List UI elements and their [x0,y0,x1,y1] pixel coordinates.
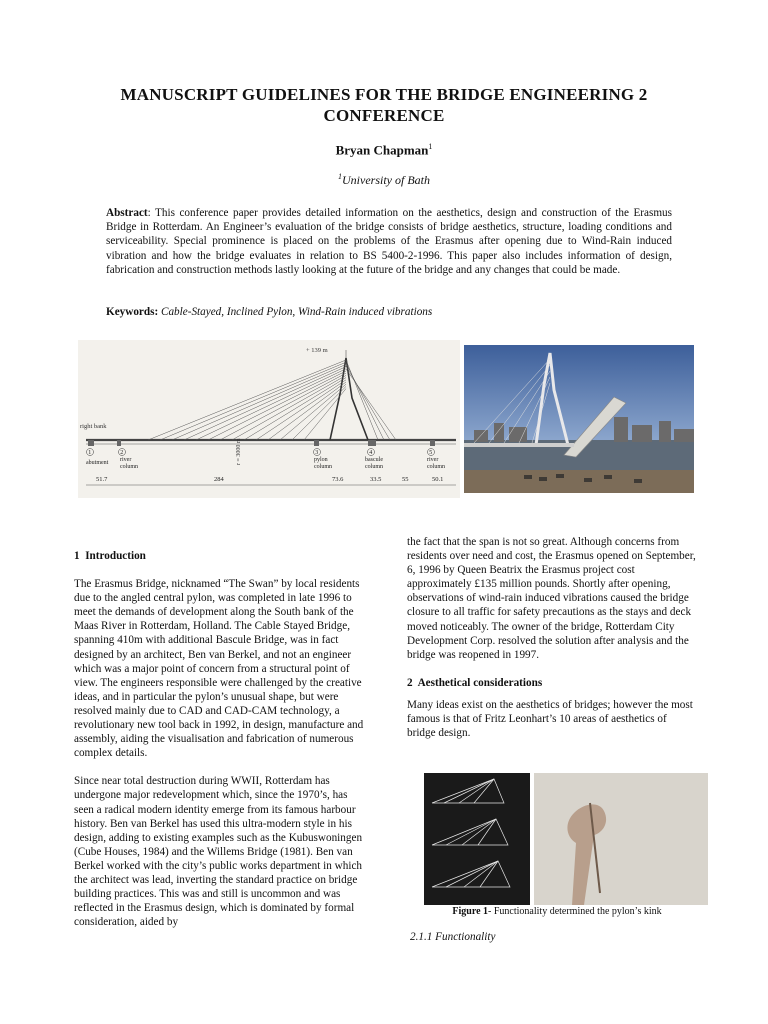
label-abutment: abutment [86,460,109,466]
keywords-label: Keywords: [106,306,159,318]
label-number-4: 4 [369,450,373,456]
title-line-2: CONFERENCE [323,106,445,125]
label-river: river [120,457,132,463]
author-superscript: 1 [428,142,433,151]
abstract [106,206,672,277]
affiliation-name: University of Bath [342,173,430,187]
photo-deck [464,443,574,447]
building-5 [632,425,652,442]
bascule-pier-1 [368,440,376,446]
label-column-3: column [365,464,383,470]
section-2-paragraph-1: Many ideas exist on the aesthetics of bridges; however the most famous is that of Fritz Leonhart’s 10 areas of aesthetics of bridge design. [407,698,693,740]
section-1-paragraph-1: The Erasmus Bridge, nicknamed “The Swan” by local residents due to the angled central pylon, was completed in late 1996 to meet the demands of development along the South bank of the Maas River in Rotterdam, Holland. The Cable Stayed Bridge, spanning 410m with additional Bascule Bridge, was in fact designed by an architect, Ben van Berkel, and not an engineer which was a major point of concern from a structural point of view. The engineers responsible were challenged by the creative ideas, and in particular the pylon’s unusual shape, but were resolved mainly due to CAD and CAD-CAM technology, a revolutionary new tool back in 1992, in design, manufacture and assembly, aiding the visualisation and fabrication of numerous complex details. [74,578,364,760]
author-name: Bryan Chapman [335,142,429,158]
section-1-paragraph-2: Since near total destruction during WWII, Rotterdam has undergone major redevelopment which, since the 1970’s, has seen a radical modern identity emerge from its famous harbour history. Ben van Berkel has used this ultra-modern style in his design, adding to existing examples such as the Kubuswoningen (Cube Houses, 1984) and the Willems Bridge (1981). Ben van Berkel worked with the city’s public works department in which the architect was lead, inverting the standard practice on bridge building practices. This was and still is uncommon and was reflected in the Erasmus design, which is dominated by formal consideration, aided by [74,775,363,929]
label-number-2: 2 [120,450,124,456]
bridge-elevation-drawing [78,340,460,498]
label-pylon: pylon [314,457,328,463]
section-2-title: Aesthetical considerations [417,676,543,689]
fig1-hand-panel [534,773,708,905]
section-2-heading [407,676,697,690]
dim-6: 50.1 [432,476,444,483]
subsection-heading: 2.1.1 Functionality [410,931,496,943]
label-bascule: bascule [365,457,383,463]
keywords-text: Cable-Stayed, Inclined Pylon, Wind-Rain induced vibrations [161,306,433,318]
river-column-pier-2 [430,440,435,446]
label-number-1: 1 [88,450,92,456]
section-1-title: Introduction [85,550,146,562]
label-column-4: column [427,464,445,470]
label-column-1: column [120,464,138,470]
author [0,142,768,158]
abutment-pier [88,440,94,446]
fig1-model-panel [424,773,530,905]
building-6 [659,421,671,442]
spacer [74,760,364,774]
spacer [407,662,697,676]
pylon-column-pier [314,440,319,446]
river-column-pier [117,440,121,446]
label-number-5: 5 [429,450,433,456]
affiliation-superscript: 1 [338,172,342,181]
dim-1: 51.7 [96,476,108,483]
figure-1-text: - Functionality determined the pylon’s kink [488,906,662,917]
figure-1-caption [407,906,707,917]
dim-4: 33.5 [370,476,382,483]
title-line-1: MANUSCRIPT GUIDELINES FOR THE BRIDGE ENGINEERING 2 [120,85,648,104]
building-7 [674,429,694,442]
section-2-number: 2 [407,676,413,689]
label-number-3: 3 [315,450,319,456]
building-1 [474,430,488,442]
paper-title [60,84,708,126]
section-1-number: 1 [74,550,80,562]
abstract-text: : This conference paper provides detailed information on the aesthetics, design and construction of the Erasmus Bridge in Rotterdam. An Engineer’s evaluation of the bridge consists of bridge aesthetics, structure, loading conditions and serviceability. Special prominence is placed on the problems of the Erasmus after opening due to Wind-Rain induced vibration and how the bridge evaluates in relation to BS 5400-2-1996. This paper also includes information of design, fabrication and construction methods lastly looking at the future of the bridge and any changes that could be made. [106,207,672,276]
building-3 [509,427,527,442]
right-bank-label: right bank [80,423,107,430]
figure-1-label: Figure 1 [452,906,489,917]
section-1-paragraph-3: the fact that the span is not so great. Although concerns from residents over need and cost, the Erasmus opened on September, 6, 1996 by Queen Beatrix the Erasmus project cost approximately £135 million pounds. Shortly after opening, observations of wind-rain induced vibrations caused the bridge closure to all traffic for safety precautions as the stays and deck moved noticeably. The owner of the bridge, Rotterdam City Development Corp. resolved the solution after analysis and the bridge was reopened in 1997. [407,536,696,661]
spacer [74,563,364,577]
figure-1-image [424,773,708,905]
dim-2: 284 [214,476,224,483]
bridge-photo [464,345,694,493]
label-river-2: river [427,457,439,463]
height-label: + 139 m [306,347,328,354]
abstract-label: Abstract [106,207,148,219]
section-1-heading [74,549,364,563]
dim-5: 55 [402,476,409,483]
radius-label: r = 3000 m [236,438,242,465]
photo-quay [464,470,694,493]
dim-3: 73.6 [332,476,344,483]
right-column [407,535,697,740]
keywords [106,306,672,318]
building-4 [614,417,628,442]
label-column-2: column [314,464,332,470]
affiliation [0,172,768,188]
spacer [407,690,697,698]
left-column [74,549,364,929]
